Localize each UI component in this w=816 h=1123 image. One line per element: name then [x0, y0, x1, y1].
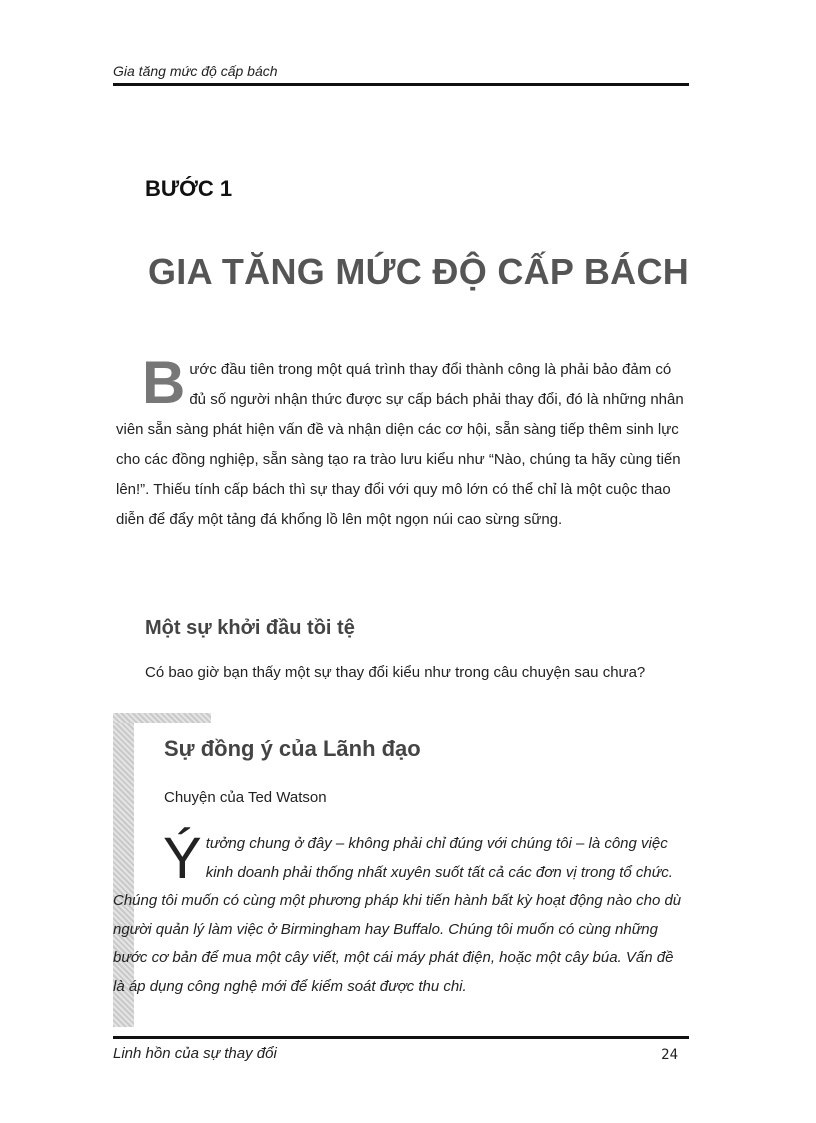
page-number: 24 — [661, 1047, 678, 1063]
running-header: Gia tăng mức độ cấp bách — [113, 63, 278, 79]
drop-cap: B — [142, 349, 186, 416]
section-heading: Một sự khởi đầu tồi tệ — [145, 617, 355, 639]
story-box-subtitle: Chuyện của Ted Watson — [164, 789, 327, 806]
quote-drop-cap: Ý — [163, 826, 202, 891]
footer-rule — [113, 1036, 689, 1039]
intro-paragraph — [116, 349, 684, 535]
section-question: Có bao giờ bạn thấy một sự thay đổi kiểu như trong câu chuyện sau chưa? — [145, 664, 646, 681]
story-box-top-bar — [113, 713, 211, 723]
story-box-quote — [113, 826, 685, 1001]
intro-text: ước đầu tiên trong một quá trình thay đổi thành công là phải bảo đảm có đủ số người nhận thức được sự cấp bách phải thay đổi, đó là những nhân viên sẵn sàng phát hiện vấn đề và nhận diện các cơ hội, sẵn sàng tiếp thêm sinh lực cho các đồng nghiệp, sẵn sàng tạo ra trào lưu kiểu như “Nào, chúng ta hãy cùng tiến lên!”. Thiếu tính cấp bách thì sự thay đổi với quy mô lớn có thể chỉ là một cuộc thao diễn để đẩy một tảng đá khổng lồ lên một ngọn núi cao sừng sững. — [116, 361, 684, 528]
footer-book-title: Linh hồn của sự thay đổi — [113, 1045, 277, 1062]
chapter-title: GIA TĂNG MỨC ĐỘ CẤP BÁCH — [148, 251, 690, 292]
quote-text: tưởng chung ở đây – không phải chỉ đúng với chúng tôi – là công việc kinh doanh phải thống nhất xuyên suốt tất cả các đơn vị trong tổ chức. Chúng tôi muốn có cùng một phương pháp khi tiến hành bất kỳ hoạt động nào cho dù người quản lý làm việc ở Birmingham hay Buffalo. Chúng tôi muốn có cùng những bước cơ bản để mua một cây viết, một cái máy phát điện, hoặc một cây búa. Vấn đề là áp dụng công nghệ mới để kiểm soát được thu chi. — [113, 835, 682, 995]
story-box-title: Sự đồng ý của Lãnh đạo — [164, 736, 421, 761]
header-rule — [113, 83, 689, 86]
step-label: BƯỚC 1 — [145, 176, 233, 201]
